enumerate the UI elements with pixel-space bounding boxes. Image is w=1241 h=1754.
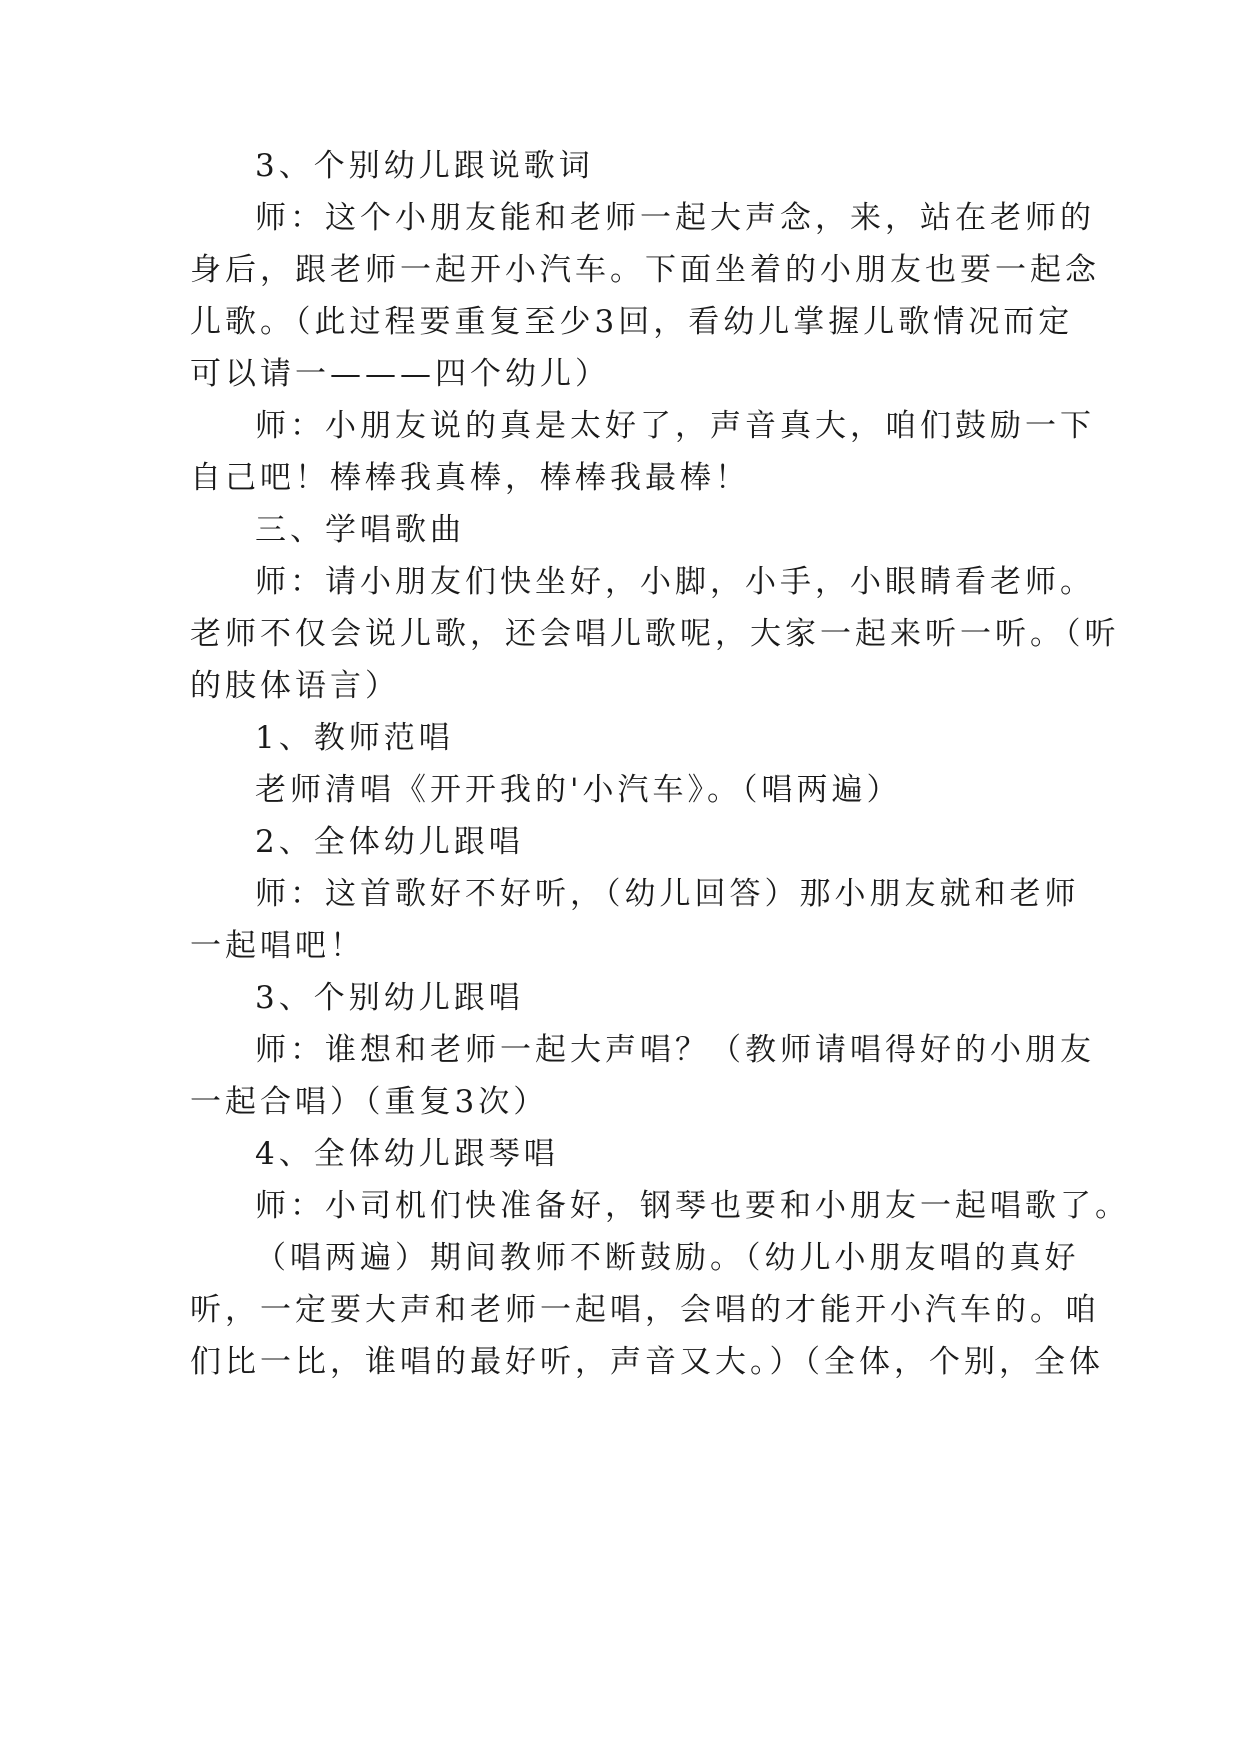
paragraph-line: 听，一定要大声和老师一起唱，会唱的才能开小汽车的。咱 [190, 1292, 1100, 1328]
heading-sing-with-piano: 4、全体幼儿跟琴唱 [255, 1136, 559, 1172]
paragraph-line: 的肢体语言） [190, 668, 400, 704]
paragraph-line: 自己吧！棒棒我真棒，棒棒我最棒！ [190, 460, 750, 496]
heading-teacher-demo: 1、教师范唱 [255, 720, 454, 756]
paragraph-line: 老师不仅会说儿歌，还会唱儿歌呢，大家一起来听一听。（听 [190, 616, 1120, 652]
heading-individual-sing: 3、个别幼儿跟唱 [255, 980, 524, 1016]
paragraph-line: 身后，跟老师一起开小汽车。下面坐着的小朋友也要一起念 [190, 252, 1100, 288]
paragraph-line: （唱两遍）期间教师不断鼓励。（幼儿小朋友唱的真好 [255, 1240, 1080, 1276]
heading-individual-recite: 3、个别幼儿跟说歌词 [255, 148, 594, 184]
paragraph-line: 师：这个小朋友能和老师一起大声念，来，站在老师的 [255, 200, 1095, 236]
paragraph-line: 师：小司机们快准备好，钢琴也要和小朋友一起唱歌了。 [255, 1188, 1130, 1224]
paragraph-line: 师：小朋友说的真是太好了，声音真大，咱们鼓励一下 [255, 408, 1095, 444]
paragraph-line: 师：请小朋友们快坐好，小脚，小手，小眼睛看老师。 [255, 564, 1095, 600]
paragraph-line: 儿歌。（此过程要重复至少3回，看幼儿掌握儿歌情况而定 [190, 304, 1074, 340]
paragraph-line: 师：谁想和老师一起大声唱？（教师请唱得好的小朋友 [255, 1032, 1095, 1068]
paragraph-line: 们比一比，谁唱的最好听，声音又大。）（全体，个别，全体 [190, 1344, 1104, 1380]
paragraph-line: 一起唱吧！ [190, 928, 365, 964]
heading-all-sing-along: 2、全体幼儿跟唱 [255, 824, 524, 860]
paragraph-line: 可以请一———四个幼儿） [190, 356, 610, 392]
section-heading-learn-singing: 三、学唱歌曲 [255, 512, 465, 548]
paragraph-line: 老师清唱《开开我的'小汽车》。（唱两遍） [255, 772, 902, 808]
paragraph-line: 师：这首歌好不好听，（幼儿回答）那小朋友就和老师 [255, 876, 1080, 912]
paragraph-line: 一起合唱）（重复3次） [190, 1084, 549, 1120]
